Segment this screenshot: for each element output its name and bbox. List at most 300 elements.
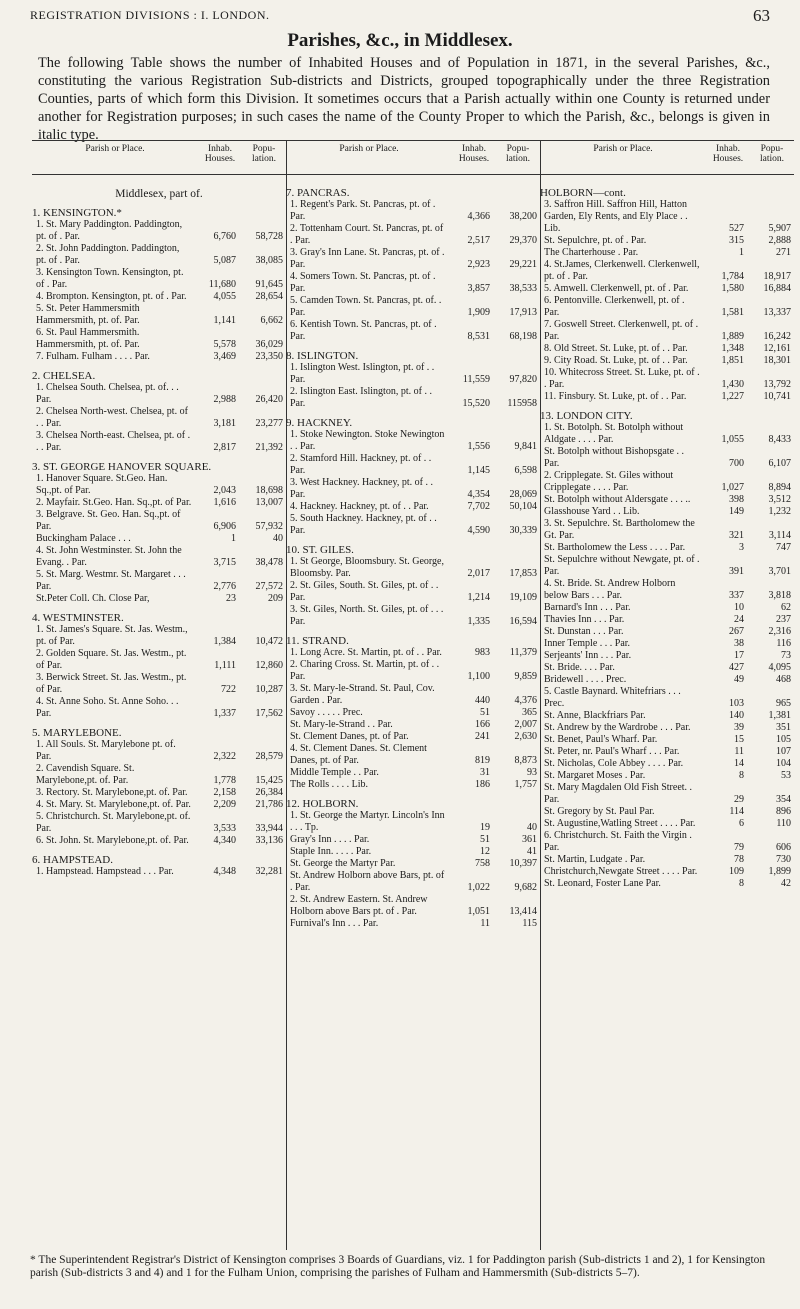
population-value: 3,512 <box>768 494 791 505</box>
table-column-3 <box>540 180 794 890</box>
parish-name: 3. Saffron Hill. Saffron Hill, Hatton Garden, Ely Rents, and Ely Place . . Lib. <box>544 199 688 234</box>
houses-value: 1,111 <box>214 660 236 671</box>
parish-name: 8. Old Street. St. Luke, pt. of . . Par. <box>544 343 688 354</box>
table-row <box>540 674 794 686</box>
population-value: 21,392 <box>255 442 283 453</box>
population-value: 747 <box>776 542 791 553</box>
houses-value: 398 <box>729 494 744 505</box>
population-value: 26,384 <box>255 787 283 798</box>
population-value: 105 <box>776 734 791 745</box>
county-heading: Middlesex, part of. <box>115 188 203 200</box>
parish-name: 2. Mayfair. St.Geo. Han. Sq.,pt. of Par. <box>36 497 192 508</box>
parish-name: 1. St. George the Martyr. Lincoln's Inn . . . Tp. <box>290 810 445 833</box>
parish-name: 4. St. Clement Danes. St. Clement Danes, pt. of Par. <box>290 743 427 766</box>
table-row <box>286 767 540 779</box>
table-row <box>32 835 286 847</box>
column-header-houses: Inhab. Houses. <box>458 144 490 164</box>
houses-value: 1 <box>231 533 236 544</box>
table-row <box>32 696 286 720</box>
table-row <box>540 367 794 391</box>
houses-value: 12 <box>480 846 490 857</box>
population-value: 6,107 <box>768 458 791 469</box>
parish-name: Gray's Inn . . . . Par. <box>290 834 370 845</box>
houses-value: 140 <box>729 710 744 721</box>
population-value: 17,913 <box>509 307 537 318</box>
table-row <box>286 894 540 918</box>
district-heading: 2. CHELSEA. <box>32 370 96 382</box>
table-row <box>286 362 540 386</box>
table-row <box>540 638 794 650</box>
intro-paragraph: The following Table shows the number of Inhabited Houses and of Population in 1871, in the several Parishes, &c., constituting the various Registration Sub-districts and Districts, grouped topographically under the three Registration Counties, parts of which form this Division. It sometimes occurs that a Parish actually within one County is returned under another for Registration purposes; in such cases the name of the County Proper to which the Parish, &c., belongs is given in italic type. <box>38 55 770 143</box>
table-row <box>32 648 286 672</box>
district-heading: 6. HAMPSTEAD. <box>32 854 113 866</box>
houses-value: 2,043 <box>213 485 236 496</box>
houses-value: 5,578 <box>213 339 236 350</box>
population-value: 13,007 <box>255 497 283 508</box>
houses-value: 1,616 <box>213 497 236 508</box>
table-row <box>540 199 794 235</box>
population-value: 12,161 <box>763 343 791 354</box>
page-number: 63 <box>753 6 770 25</box>
houses-value: 5,087 <box>213 255 236 266</box>
table-row <box>540 818 794 830</box>
column-header-houses: Inhab. Houses. <box>204 144 236 164</box>
parish-name: 6. St. Paul Hammersmith. Hammersmith, pt. of. Par. <box>36 327 140 350</box>
table-row <box>286 743 540 767</box>
district-heading: 1. KENSINGTON.* <box>32 207 122 219</box>
houses-value: 2,322 <box>213 751 236 762</box>
houses-value: 440 <box>475 695 490 706</box>
table-row <box>540 355 794 367</box>
parish-name: Christchurch,Newgate Street . . . . Par. <box>544 866 698 877</box>
houses-value: 1,051 <box>467 906 490 917</box>
population-value: 40 <box>527 822 537 833</box>
district-heading: 12. HOLBORN. <box>286 798 359 810</box>
population-value: 41 <box>527 846 537 857</box>
table-column-2 <box>286 180 540 930</box>
houses-value: 6 <box>739 818 744 829</box>
population-value: 3,701 <box>768 566 791 577</box>
houses-value: 1,022 <box>467 882 490 893</box>
houses-value: 51 <box>480 834 490 845</box>
population-value: 58,728 <box>255 231 283 242</box>
parish-name: 3. Chelsea North-east. Chelsea, pt. of . . . Par. <box>36 430 191 453</box>
table-row <box>286 429 540 453</box>
population-value: 237 <box>776 614 791 625</box>
table-row <box>540 650 794 662</box>
houses-value: 6,760 <box>213 231 236 242</box>
population-value: 13,792 <box>763 379 791 390</box>
district-heading: 3. ST. GEORGE HANOVER SQUARE. <box>32 461 212 473</box>
houses-value: 1,581 <box>721 307 744 318</box>
houses-value: 1,100 <box>467 671 490 682</box>
parish-name: Glasshouse Yard . . Lib. <box>544 506 640 517</box>
population-value: 10,397 <box>509 858 537 869</box>
population-value: 107 <box>776 746 791 757</box>
parish-name: 3. St. Sepulchre. St. Bartholomew the Gt. Par. <box>544 518 695 541</box>
population-value: 5,907 <box>768 223 791 234</box>
parish-name: 1. Hanover Square. St.Geo. Han. Sq.,pt. of Par. <box>36 473 168 496</box>
district-heading: 4. WESTMINSTER. <box>32 612 124 624</box>
population-value: 21,786 <box>255 799 283 810</box>
population-value: 116 <box>776 638 791 649</box>
population-value: 115958 <box>507 398 537 409</box>
parish-name: 1. St George, Bloomsbury. St. George, Bloomsby. Par. <box>290 556 444 579</box>
houses-value: 1,141 <box>213 315 236 326</box>
houses-value: 23 <box>226 593 236 604</box>
table-row <box>286 834 540 846</box>
parish-name: St. Dunstan . . . Par. <box>544 626 624 637</box>
parish-name: 5. Camden Town. St. Pancras, pt. of. . Par. <box>290 295 442 318</box>
parish-name: 5. Castle Baynard. Whitefriars . . . Prec. <box>544 686 681 709</box>
houses-value: 267 <box>729 626 744 637</box>
parish-name: Middle Temple . . Par. <box>290 767 379 778</box>
population-value: 23,277 <box>255 418 283 429</box>
population-value: 209 <box>268 593 283 604</box>
column-header-population: Popu- lation. <box>505 144 530 164</box>
column-header-population: Popu- lation. <box>759 144 784 164</box>
houses-value: 1,889 <box>721 331 744 342</box>
population-value: 28,654 <box>255 291 283 302</box>
houses-value: 10 <box>734 602 744 613</box>
houses-value: 149 <box>729 506 744 517</box>
population-value: 29,370 <box>509 235 537 246</box>
population-value: 3,818 <box>768 590 791 601</box>
population-value: 28,069 <box>509 489 537 500</box>
population-value: 53 <box>781 770 791 781</box>
parish-name: 6. Kentish Town. St. Pancras, pt. of . Par. <box>290 319 437 342</box>
houses-value: 15,520 <box>462 398 490 409</box>
table-row <box>540 746 794 758</box>
table-row <box>286 604 540 628</box>
parish-name: 5. St. Marg. Westmr. St. Margaret . . . Par. <box>36 569 186 592</box>
houses-value: 49 <box>734 674 744 685</box>
table-row <box>540 494 794 506</box>
parish-name: 3. Belgrave. St. Geo. Han. Sq.,pt. of Par. <box>36 509 181 532</box>
table-row <box>540 247 794 259</box>
population-value: 91,645 <box>255 279 283 290</box>
houses-value: 2,158 <box>213 787 236 798</box>
houses-value: 1,851 <box>721 355 744 366</box>
houses-value: 3,181 <box>213 418 236 429</box>
table-row <box>286 556 540 580</box>
parish-name: 4. Hackney. Hackney, pt. of . . Par. <box>290 501 429 512</box>
population-value: 1,757 <box>514 779 537 790</box>
parish-name: 5. South Hackney. Hackney, pt. of . . Par. <box>290 513 437 536</box>
population-value: 16,884 <box>763 283 791 294</box>
parish-name: 1. All Souls. St. Marylebone pt. of. Par. <box>36 739 176 762</box>
table-row <box>540 806 794 818</box>
parish-name: 3. West Hackney. Hackney, pt. of . . Par. <box>290 477 433 500</box>
table-row <box>540 578 794 602</box>
population-value: 115 <box>522 918 537 929</box>
table-row <box>32 569 286 593</box>
houses-value: 241 <box>475 731 490 742</box>
population-value: 73 <box>781 650 791 661</box>
population-value: 12,860 <box>255 660 283 671</box>
table-row <box>540 686 794 710</box>
column-header-houses: Inhab. Houses. <box>712 144 744 164</box>
table-row <box>540 295 794 319</box>
population-value: 97,820 <box>509 374 537 385</box>
population-value: 2,316 <box>768 626 791 637</box>
houses-value: 186 <box>475 779 490 790</box>
table-row <box>540 391 794 403</box>
houses-value: 8,531 <box>467 331 490 342</box>
table-row <box>32 866 286 878</box>
population-value: 730 <box>776 854 791 865</box>
population-value: 30,339 <box>509 525 537 536</box>
parish-name: 1. Regent's Park. St. Pancras, pt. of . Par. <box>290 199 436 222</box>
parish-name: 1. Stoke Newington. Stoke Newington . . Par. <box>290 429 445 452</box>
parish-name: Savoy . . . . . Prec. <box>290 707 363 718</box>
houses-value: 983 <box>475 647 490 658</box>
houses-value: 4,354 <box>467 489 490 500</box>
population-value: 10,741 <box>763 391 791 402</box>
parish-name: 2. Stamford Hill. Hackney, pt. of . . Par. <box>290 453 432 476</box>
table-row <box>286 477 540 501</box>
parish-name: St. Augustine,Watling Street . . . . Par. <box>544 818 696 829</box>
table-row <box>540 518 794 542</box>
table-header-rule <box>32 174 794 175</box>
population-value: 606 <box>776 842 791 853</box>
table-column-1 <box>32 180 286 878</box>
houses-value: 3,533 <box>213 823 236 834</box>
table-row <box>286 647 540 659</box>
parish-name: St. Margaret Moses . Par. <box>544 770 646 781</box>
houses-value: 1,335 <box>467 616 490 627</box>
houses-value: 4,366 <box>467 211 490 222</box>
houses-value: 1,145 <box>467 465 490 476</box>
parish-name: 2. Cripplegate. St. Giles without Cripplegate . . . . Par. <box>544 470 674 493</box>
page-title: Parishes, &c., in Middlesex. <box>287 30 513 51</box>
parish-name: 5. St. Peter Hammersmith Hammersmith, pt. of. Par. <box>36 303 140 326</box>
parish-name: 4. Somers Town. St. Pancras, pt. of . Par. <box>290 271 436 294</box>
population-value: 3,114 <box>768 530 791 541</box>
population-value: 9,682 <box>514 882 537 893</box>
table-row <box>286 918 540 930</box>
table-row <box>286 223 540 247</box>
parish-name: St. Bride. . . . Par. <box>544 662 615 673</box>
parish-name: Serjeants' Inn . . . Par. <box>544 650 632 661</box>
parish-name: 4. Brompton. Kensington, pt. of . Par. <box>36 291 187 302</box>
population-value: 9,841 <box>514 441 537 452</box>
population-value: 32,281 <box>255 866 283 877</box>
table-row <box>32 624 286 648</box>
houses-value: 1,778 <box>213 775 236 786</box>
population-value: 13,337 <box>763 307 791 318</box>
population-value: 6,598 <box>514 465 537 476</box>
table-row <box>540 259 794 283</box>
table-row <box>286 683 540 707</box>
table-row <box>32 303 286 327</box>
table-row <box>32 291 286 303</box>
table-row <box>32 219 286 243</box>
parish-name: 4. St. John Westminster. St. John the Evang. . Par. <box>36 545 182 568</box>
houses-value: 4,055 <box>213 291 236 302</box>
houses-value: 2,923 <box>467 259 490 270</box>
table-row <box>540 878 794 890</box>
population-value: 16,594 <box>509 616 537 627</box>
parish-name: 1. St. Botolph. St. Botolph without Aldgate . . . . Par. <box>544 422 684 445</box>
houses-value: 29 <box>734 794 744 805</box>
parish-name: The Rolls . . . . Lib. <box>290 779 369 790</box>
houses-value: 337 <box>729 590 744 601</box>
district-heading: 10. ST. GILES. <box>286 544 354 556</box>
district-heading: 5. MARYLEBONE. <box>32 727 122 739</box>
table-row <box>32 243 286 267</box>
parish-name: Thavies Inn . . . Par. <box>544 614 625 625</box>
parish-name: 2. St. Andrew Eastern. St. Andrew Holborn above Bars pt. of . Par. <box>290 894 428 917</box>
houses-value: 1,909 <box>467 307 490 318</box>
parish-name: 1. Long Acre. St. Martin, pt. of . . Par. <box>290 647 442 658</box>
houses-value: 1,580 <box>721 283 744 294</box>
houses-value: 6,906 <box>213 521 236 532</box>
table-row <box>540 319 794 343</box>
table-row <box>286 731 540 743</box>
houses-value: 3,857 <box>467 283 490 294</box>
table-row <box>540 542 794 554</box>
table-row <box>286 719 540 731</box>
parish-name: 1. St. James's Square. St. Jas. Westm., pt. of Par. <box>36 624 188 647</box>
population-value: 1,899 <box>768 866 791 877</box>
houses-value: 2,517 <box>467 235 490 246</box>
parish-name: 4. St. Mary. St. Marylebone,pt. of. Par. <box>36 799 191 810</box>
population-value: 18,301 <box>763 355 791 366</box>
population-value: 2,630 <box>514 731 537 742</box>
population-value: 9,859 <box>514 671 537 682</box>
houses-value: 1,556 <box>467 441 490 452</box>
table-row <box>32 593 286 605</box>
population-value: 33,944 <box>255 823 283 834</box>
table-row <box>32 430 286 454</box>
table-row <box>32 787 286 799</box>
table-row <box>32 763 286 787</box>
table-row <box>286 271 540 295</box>
parish-name: 3. Rectory. St. Marylebone,pt. of. Par. <box>36 787 188 798</box>
houses-value: 8 <box>739 770 744 781</box>
houses-value: 1,337 <box>213 708 236 719</box>
population-value: 468 <box>776 674 791 685</box>
houses-value: 427 <box>729 662 744 673</box>
population-value: 104 <box>776 758 791 769</box>
parish-name: St. Peter, nr. Paul's Wharf . . . Par. <box>544 746 680 757</box>
houses-value: 11,559 <box>462 374 490 385</box>
table-row <box>540 782 794 806</box>
table-row <box>540 343 794 355</box>
table-row <box>540 734 794 746</box>
parish-name: St. Gregory by St. Paul Par. <box>544 806 655 817</box>
parish-name: 2. Charing Cross. St. Martin, pt. of . . Par. <box>290 659 440 682</box>
table-row <box>540 554 794 578</box>
parish-name: St. Leonard, Foster Lane Par. <box>544 878 661 889</box>
table-row <box>540 506 794 518</box>
houses-value: 17 <box>734 650 744 661</box>
population-value: 93 <box>527 767 537 778</box>
population-value: 2,007 <box>514 719 537 730</box>
houses-value: 1,348 <box>721 343 744 354</box>
houses-value: 11,680 <box>208 279 236 290</box>
footnote: * The Superintendent Registrar's District of Kensington comprises 3 Boards of Guardians, viz. 1 for Paddington parish (Sub-districts 1 and 2), 1 for Kensington parish (Sub-districts 3 and 4) and 1 for the Fulham Union, comprising the parishes of Fulham and Hammersmith (Sub-districts 5–7). <box>30 1254 766 1279</box>
population-value: 8,894 <box>768 482 791 493</box>
houses-value: 1 <box>739 247 744 258</box>
parish-name: 4. St. Bride. St. Andrew Holborn below Bars . . . Par. <box>544 578 676 601</box>
parish-name: St. Nicholas, Cole Abbey . . . . Par. <box>544 758 684 769</box>
houses-value: 758 <box>475 858 490 869</box>
houses-value: 15 <box>734 734 744 745</box>
table-row <box>32 509 286 533</box>
houses-value: 4,348 <box>213 866 236 877</box>
table-row <box>286 513 540 537</box>
population-value: 50,104 <box>509 501 537 512</box>
column-header-parish: Parish or Place. <box>85 144 145 154</box>
parish-name: 6. Christchurch. St. Faith the Virgin . Par. <box>544 830 692 853</box>
houses-value: 1,027 <box>721 482 744 493</box>
houses-value: 1,055 <box>721 434 744 445</box>
parish-name: Buckingham Palace . . . <box>36 533 131 544</box>
population-value: 365 <box>522 707 537 718</box>
houses-value: 109 <box>729 866 744 877</box>
population-value: 11,379 <box>509 647 537 658</box>
parish-name: 4. St. Anne Soho. St. Anne Soho. . . Par. <box>36 696 179 719</box>
houses-value: 78 <box>734 854 744 865</box>
district-heading: 9. HACKNEY. <box>286 417 353 429</box>
table-row <box>540 235 794 247</box>
parish-name: 7. Goswell Street. Clerkenwell, pt. of . Par. <box>544 319 699 342</box>
houses-value: 700 <box>729 458 744 469</box>
houses-value: 2,776 <box>213 581 236 592</box>
table-row <box>286 659 540 683</box>
houses-value: 39 <box>734 722 744 733</box>
parish-name: St. Benet, Paul's Wharf. Par. <box>544 734 658 745</box>
parish-name: 2. Tottenham Court. St. Pancras, pt. of . Par. <box>290 223 444 246</box>
parish-table <box>32 140 794 1250</box>
population-value: 1,381 <box>768 710 791 721</box>
houses-value: 4,590 <box>467 525 490 536</box>
parish-name: St. Mary Magdalen Old Fish Street. . Par. <box>544 782 693 805</box>
parish-name: 3. St. Mary-le-Strand. St. Paul, Cov. Garden . Par. <box>290 683 435 706</box>
table-row <box>286 870 540 894</box>
parish-name: Furnival's Inn . . . Par. <box>290 918 379 929</box>
houses-value: 391 <box>729 566 744 577</box>
column-header-parish: Parish or Place. <box>339 144 399 154</box>
column-header-population: Popu- lation. <box>251 144 276 164</box>
houses-value: 819 <box>475 755 490 766</box>
table-top-rule <box>32 140 794 141</box>
population-value: 57,932 <box>255 521 283 532</box>
parish-name: 2. St. Giles, South. St. Giles, pt. of . . Par. <box>290 580 439 603</box>
houses-value: 1,227 <box>721 391 744 402</box>
population-value: 27,572 <box>255 581 283 592</box>
table-row <box>32 267 286 291</box>
houses-value: 11 <box>734 746 744 757</box>
parish-name: 7. Fulham. Fulham . . . . Par. <box>36 351 150 362</box>
population-value: 351 <box>776 722 791 733</box>
parish-name: St. Sepulchre without Newgate, pt. of . Par. <box>544 554 700 577</box>
column-header-parish: Parish or Place. <box>593 144 653 154</box>
population-value: 13,414 <box>509 906 537 917</box>
parish-name: 11. Finsbury. St. Luke, pt. of . . Par. <box>544 391 687 402</box>
population-value: 10,472 <box>255 636 283 647</box>
parish-name: 3. Berwick Street. St. Jas. Westm., pt. of Par. <box>36 672 187 695</box>
houses-value: 1,384 <box>213 636 236 647</box>
parish-name: 2. Golden Square. St. Jas. Westm., pt. of Par. <box>36 648 187 671</box>
running-header: REGISTRATION DIVISIONS : I. LONDON. <box>30 8 270 22</box>
table-row <box>32 351 286 363</box>
parish-name: St. Andrew by the Wardrobe . . . Par. <box>544 722 691 733</box>
population-value: 8,873 <box>514 755 537 766</box>
parish-name: 1. Hampstead. Hampstead . . . Par. <box>36 866 174 877</box>
